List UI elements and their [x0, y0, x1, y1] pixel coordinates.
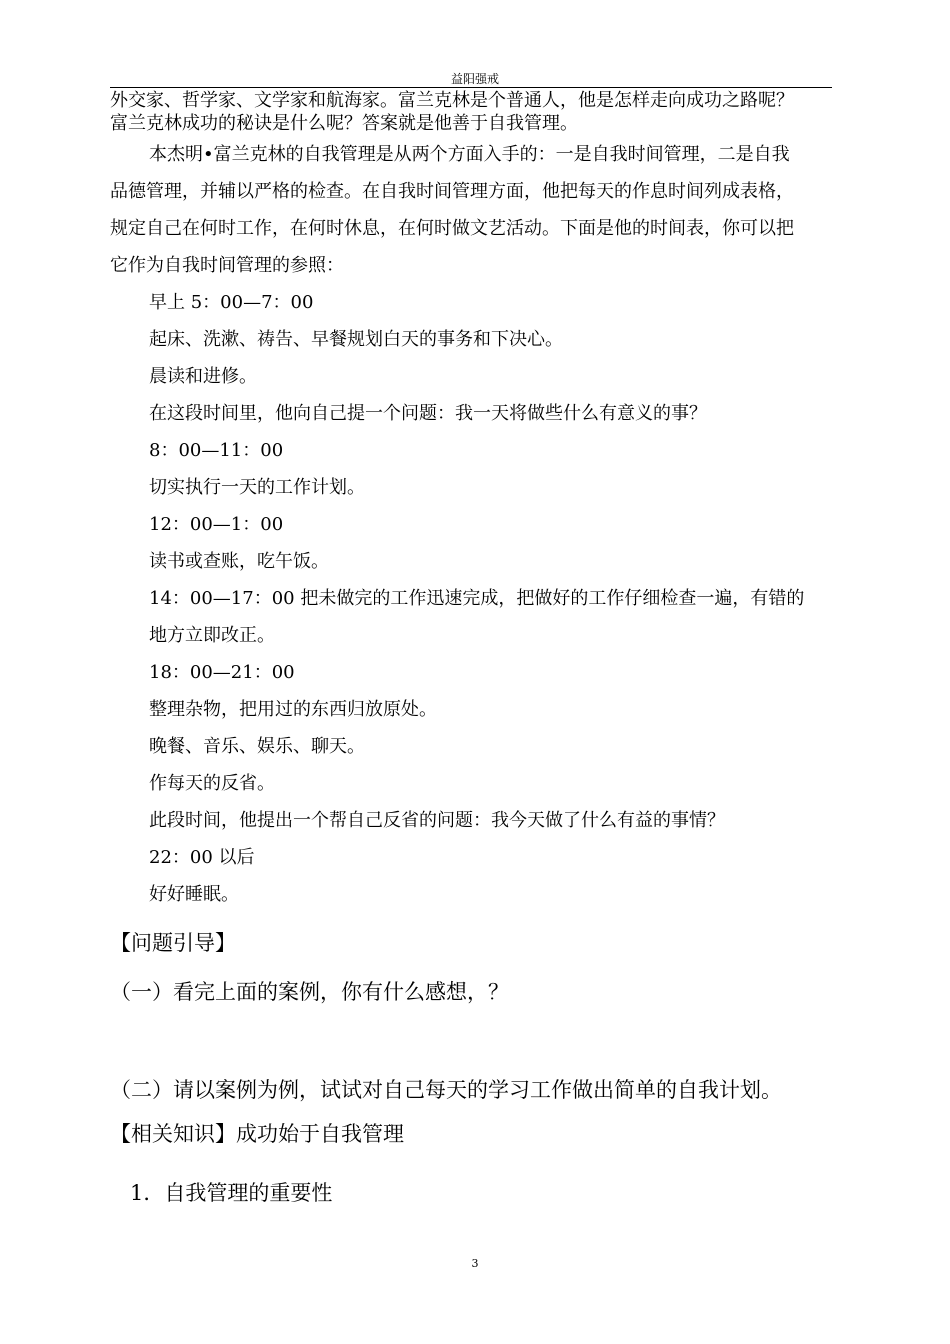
schedule-line: 早上 5：00—7：00: [149, 292, 314, 313]
schedule-line: 晨读和进修。: [149, 366, 257, 387]
page-header: 益阳强戒: [450, 72, 499, 86]
header-rule: [110, 87, 832, 88]
schedule-line: 整理杂物，把用过的东西归放原处。: [149, 699, 437, 720]
question-2: （二）请以案例为例，试试对自己每天的学习工作做出简单的自我计划。: [110, 1078, 782, 1102]
paragraph-line-3: 规定自己在何时工作，在何时休息，在何时做文艺活动。下面是他的时间表，你可以把: [110, 218, 794, 239]
schedule-line: 8：00—11：00: [149, 440, 284, 461]
schedule-line: 起床、洗漱、祷告、早餐规划白天的事务和下决心。: [149, 329, 563, 350]
schedule-line: 22：00 以后: [149, 847, 255, 868]
schedule-line: 18：00—21：00: [149, 662, 295, 683]
schedule-line: 12：00—1：00: [149, 514, 284, 535]
schedule-line: 作每天的反省。: [149, 773, 275, 794]
schedule-line: 在这段时间里，他向自己提一个问题：我一天将做些什么有意义的事？: [149, 403, 707, 424]
paragraph-line-4: 它作为自我时间管理的参照：: [110, 255, 344, 276]
schedule-line: 好好睡眠。: [149, 884, 239, 905]
schedule-line: 地方立即改正。: [149, 625, 275, 646]
subheading: 1．自我管理的重要性: [130, 1181, 333, 1205]
intro-line-1: 外交家、哲学家、文学家和航海家。富兰克林是个普通人，他是怎样走向成功之路呢？: [110, 90, 794, 111]
schedule-line: 此段时间，他提出一个帮自己反省的问题：我今天做了什么有益的事情？: [149, 810, 725, 831]
paragraph-line-1: 本杰明•富兰克林的自我管理是从两个方面入手的：一是自我时间管理，二是自我: [149, 144, 790, 165]
knowledge-heading: 【相关知识】成功始于自我管理: [110, 1122, 404, 1146]
page-number: 3: [471, 1257, 479, 1270]
schedule-line: 切实执行一天的工作计划。: [149, 477, 365, 498]
intro-line-2: 富兰克林成功的秘诀是什么呢？答案就是他善于自我管理。: [110, 113, 578, 134]
section-heading: 【问题引导】: [110, 931, 236, 955]
schedule-line: 14：00—17：00 把未做完的工作迅速完成，把做好的工作仔细检查一遍，有错的: [149, 588, 805, 609]
schedule-line: 读书或查账，吃午饭。: [149, 551, 329, 572]
schedule-line: 晚餐、音乐、娱乐、聊天。: [149, 736, 365, 757]
question-1: （一）看完上面的案例，你有什么感想，？: [110, 980, 509, 1004]
paragraph-line-2: 品德管理，并辅以严格的检查。在自我时间管理方面，他把每天的作息时间列成表格，: [110, 181, 794, 202]
